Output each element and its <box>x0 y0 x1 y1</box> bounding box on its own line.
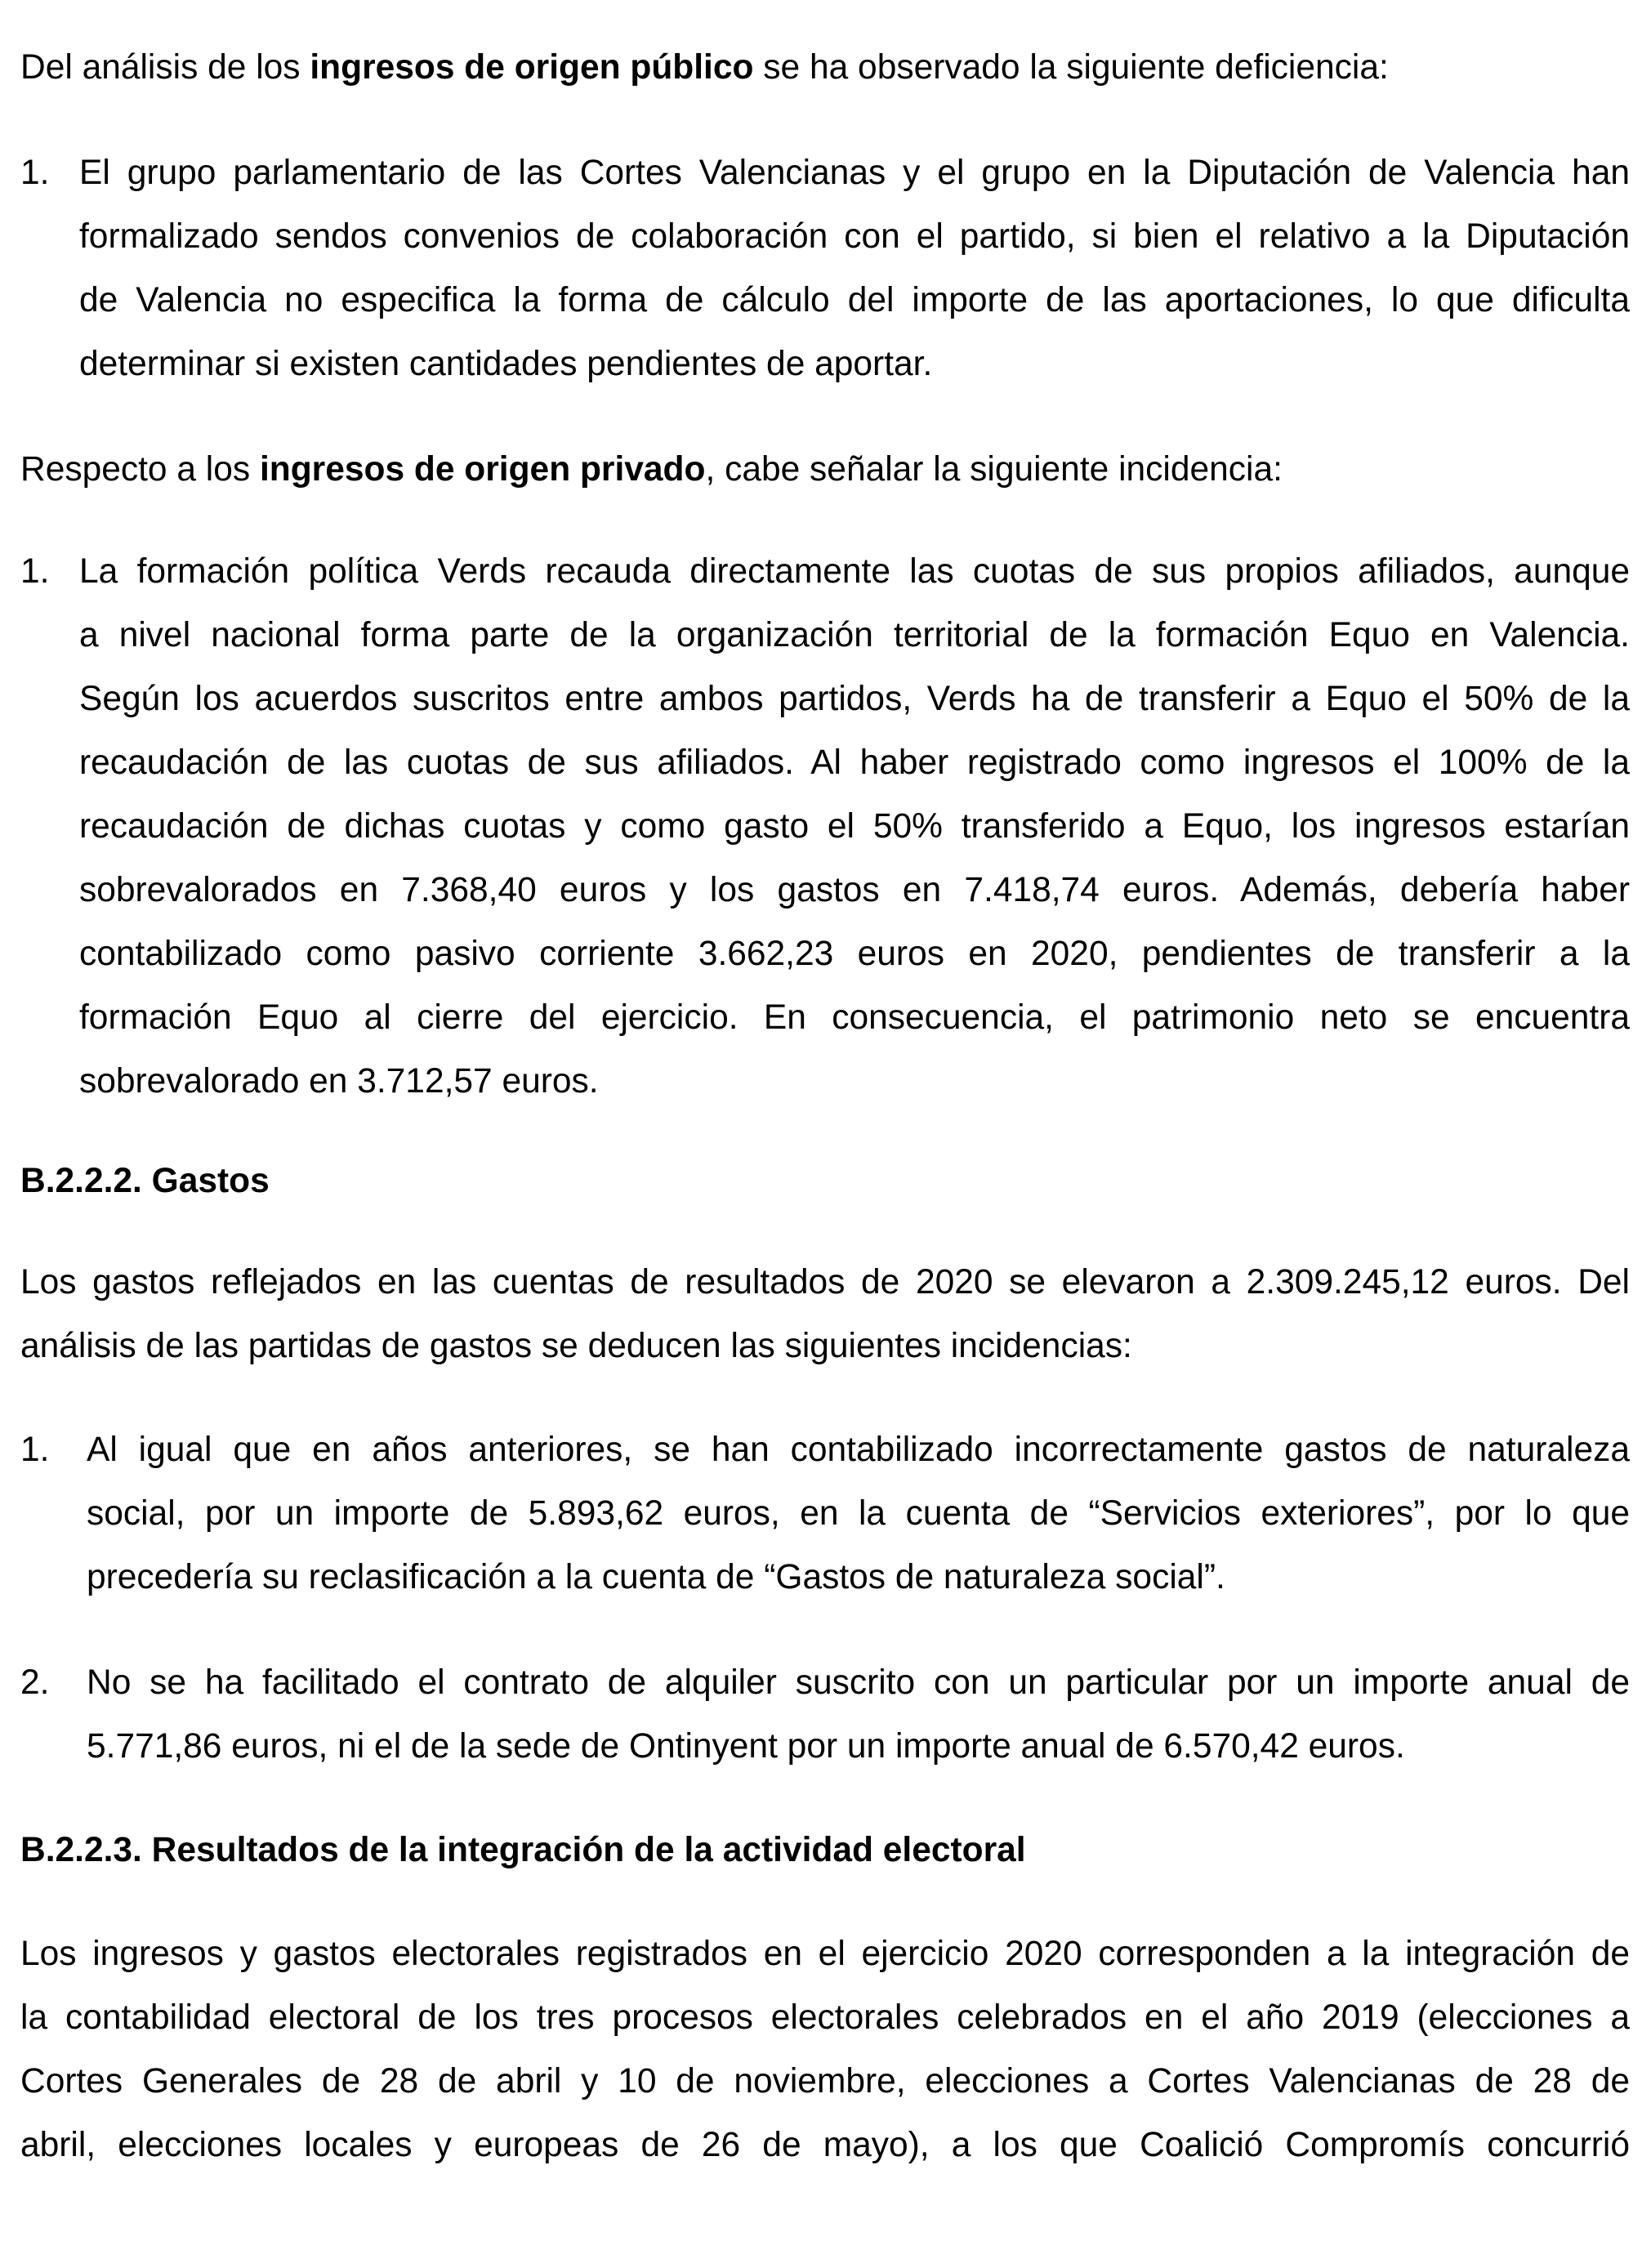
list-number: 1. <box>20 154 50 192</box>
text-line: 5.771,86 euros, ni el de la sede de Ontinyent por un importe anual de 6.570,42 euros. <box>87 1727 1405 1766</box>
text-line: Los ingresos y gastos electorales registrados en el ejercicio 2020 corresponden a la integración de <box>20 1935 1630 1973</box>
text-line: Al igual que en años anteriores, se han contabilizado incorrectamente gastos de naturaleza <box>87 1431 1630 1469</box>
text-line: precedería su reclasificación a la cuenta de “Gastos de naturaleza social”. <box>87 1558 1225 1596</box>
list-number: 2. <box>20 1663 50 1702</box>
text-line: Según los acuerdos suscritos entre ambos partidos, Verds ha de transferir a Equo el 50% de la <box>79 680 1630 718</box>
section-heading-electoral: B.2.2.3. Resultados de la integración de la actividad electoral <box>20 1831 1026 1869</box>
text-line: a nivel nacional forma parte de la organización territorial de la formación Equo en Valencia. <box>79 616 1630 654</box>
text-line: sobrevalorados en 7.368,40 euros y los gastos en 7.418,74 euros. Además, debería haber <box>79 871 1630 909</box>
list-item <box>20 1418 1630 1609</box>
bold-phrase: ingresos de origen privado <box>259 450 706 489</box>
text-line: formación Equo al cierre del ejercicio. En consecuencia, el patrimonio neto se encuentra <box>79 998 1630 1037</box>
bold-phrase: ingresos de origen público <box>310 48 754 87</box>
text-line: abril, elecciones locales y europeas de 26 de mayo), a los que Coalició Compromís concurrió <box>20 2126 1630 2164</box>
list-item-body <box>79 540 1630 1114</box>
list-item <box>20 1651 1630 1779</box>
list-item <box>20 141 1630 396</box>
text-line: social, por un importe de 5.893,62 euros, en la cuenta de “Servicios exteriores”, por lo que <box>87 1494 1630 1533</box>
text-line: Los gastos reflejados en las cuentas de resultados de 2020 se elevaron a 2.309.245,12 euros. Del <box>20 1263 1630 1301</box>
text-line: de Valencia no especifica la forma de cálculo del importe de las aportaciones, lo que dificulta <box>79 281 1630 319</box>
text-line: recaudación de dichas cuotas y como gasto el 50% transferido a Equo, los ingresos estarían <box>79 807 1630 846</box>
paragraph-private-income: Respecto a los ingresos de origen privado, cabe señalar la siguiente incidencia: <box>20 450 1283 489</box>
paragraph-public-income: Del análisis de los ingresos de origen público se ha observado la siguiente deficiencia: <box>20 48 1389 87</box>
text-line: determinar si existen cantidades pendientes de aportar. <box>79 345 933 383</box>
text-line: análisis de las partidas de gastos se deducen las siguientes incidencias: <box>20 1327 1132 1365</box>
list-item-body <box>87 1651 1630 1779</box>
text-line: formalizado sendos convenios de colaboración con el partido, si bien el relativo a la Diputación <box>79 217 1630 256</box>
text-line: La formación política Verds recauda directamente las cuotas de sus propios afiliados, aunque <box>79 552 1630 591</box>
text-line: recaudación de las cuotas de sus afiliados. Al haber registrado como ingresos el 100% de la <box>79 743 1630 782</box>
list-item <box>20 540 1630 1114</box>
paragraph-gastos <box>20 1251 1630 1378</box>
text-line: sobrevalorado en 3.712,57 euros. <box>79 1062 599 1101</box>
list-number: 1. <box>20 552 50 591</box>
paragraph-electoral <box>20 1922 1630 2177</box>
text-line: No se ha facilitado el contrato de alquiler suscrito con un particular por un importe anual de <box>87 1663 1630 1702</box>
section-heading-gastos: B.2.2.2. Gastos <box>20 1162 270 1200</box>
list-number: 1. <box>20 1431 50 1469</box>
list-item-body <box>87 1418 1630 1609</box>
text-line: contabilizado como pasivo corriente 3.662,23 euros en 2020, pendientes de transferir a la <box>79 935 1630 973</box>
list-item-body <box>79 141 1630 396</box>
text-line: El grupo parlamentario de las Cortes Valencianas y el grupo en la Diputación de Valencia han <box>79 154 1630 192</box>
text-line: Cortes Generales de 28 de abril y 10 de noviembre, elecciones a Cortes Valencianas de 28 de <box>20 2062 1630 2101</box>
text-line: la contabilidad electoral de los tres procesos electorales celebrados en el año 2019 (elecciones a <box>20 1998 1630 2037</box>
